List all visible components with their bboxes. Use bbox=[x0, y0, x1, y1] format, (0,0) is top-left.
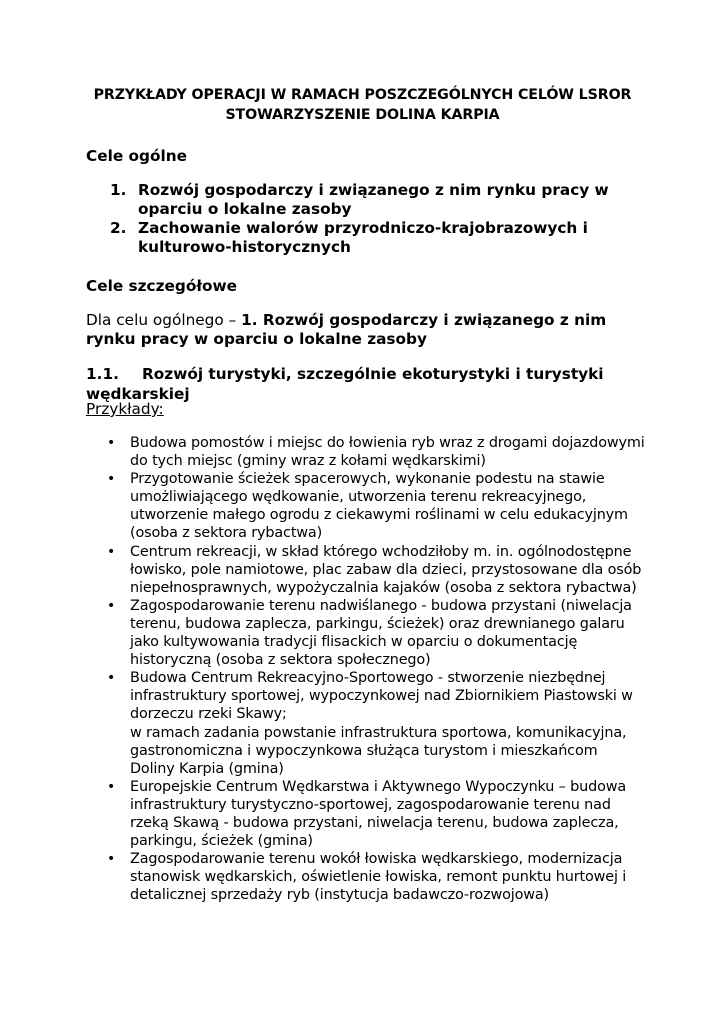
document-title bbox=[60, 85, 665, 125]
example-text: Centrum rekreacji, w skład którego wchodziłoby m. in. ogólnodostępne łowisko, pole namiotowe, plac zabaw dla dzieci, przystosowane dla osób niepełnosprawnych, wypożyczalnia kajaków (osoba z sektora rybactwa) bbox=[130, 543, 642, 596]
bullet-icon: • bbox=[107, 543, 116, 560]
example-item bbox=[105, 850, 645, 904]
example-text: Europejskie Centrum Wędkarstwa i Aktywnego Wypoczynku – budowa infrastruktury turystyczno-sportowej, zagospodarowanie terenu nad rzeką Skawą - budowa przystani, niwelacja terenu, budowa zaplecza, parkingu, ścieżek (gmina) bbox=[130, 778, 627, 850]
example-text: Przygotowanie ścieżek spacerowych, wykonanie podestu na stawie umożliwiającego wędkowanie, utworzenia terenu rekreacyjnego, utworzenie małego ogrodu z ciekawymi roślinami w celu edukacyjnym (osoba z sektora rybactwa) bbox=[130, 471, 628, 542]
bullet-icon: • bbox=[107, 670, 116, 687]
example-item bbox=[105, 543, 645, 597]
example-text: Zagospodarowanie terenu nadwiślanego - budowa przystani (niwelacja terenu, budowa zaplecza, parkingu, ścieżek) oraz drewnianego galaru jako kultywowania tradycji flisackich w oparciu o dokumentację historyczną (osoba z sektora społecznego) bbox=[130, 597, 632, 669]
general-goals-list bbox=[110, 181, 650, 257]
general-goal-item bbox=[110, 181, 650, 219]
examples-label: Przykłady: bbox=[86, 400, 164, 418]
general-goal-text: Zachowanie walorów przyrodniczo-krajobrazowych i kulturowo-historycznych bbox=[138, 219, 588, 256]
bullet-icon: • bbox=[107, 597, 116, 614]
general-goal-text: Rozwój gospodarczy i związanego z nim rynku pracy w oparciu o lokalne zasoby bbox=[138, 181, 609, 218]
example-text: Budowa pomostów i miejsc do łowienia ryb wraz z drogami dojazdowymi do tych miejsc (gminy wraz z kołami wędkarskimi) bbox=[130, 435, 645, 470]
example-item bbox=[105, 470, 645, 542]
examples-list bbox=[105, 434, 645, 904]
bullet-icon: • bbox=[107, 471, 116, 488]
subgoal-heading bbox=[86, 364, 646, 404]
general-goal-item bbox=[110, 219, 650, 257]
example-item bbox=[105, 434, 645, 470]
example-item bbox=[105, 778, 645, 850]
specific-goals-heading: Cele szczegółowe bbox=[86, 277, 238, 295]
bullet-icon: • bbox=[107, 778, 116, 795]
bullet-icon: • bbox=[107, 851, 116, 868]
general-goal-number: 2. bbox=[110, 219, 127, 237]
example-text: Zagospodarowanie terenu wokół łowiska wędkarskiego, modernizacja stanowisk wędkarskich, oświetlenie łowiska, remont punktu hurtowej i detalicznej sprzedaży ryb (instytucja badawczo-rozwojowa) bbox=[130, 851, 627, 904]
example-text: Budowa Centrum Rekreacyjno-Sportowego - stworzenie niezbędnej infrastruktury sportowej, wypoczynkowej nad Zbiornikiem Piastowski w dorzeczu rzeki Skawy; w ramach zadania powstanie infrastruktura sportowa, komunikacyjna, gastronomiczna i wypoczynkowa służąca turystom i mieszkańcom Doliny Karpia (gmina) bbox=[130, 670, 633, 777]
specific-goals-intro bbox=[86, 311, 646, 349]
subgoal-number: 1.1. bbox=[86, 365, 119, 383]
general-goal-number: 1. bbox=[110, 181, 127, 199]
subgoal-title: Rozwój turystyki, szczególnie ekoturystyki i turystyki wędkarskiej bbox=[86, 365, 604, 403]
example-item bbox=[105, 669, 645, 778]
example-item bbox=[105, 597, 645, 669]
bullet-icon: • bbox=[107, 435, 116, 451]
document-title-line-2: STOWARZYSZENIE DOLINA KARPIA bbox=[225, 107, 500, 123]
intro-goal-reference: 1. Rozwój gospodarczy i związanego z nim rynku pracy w oparciu o lokalne zasoby bbox=[86, 311, 607, 348]
general-goals-heading: Cele ogólne bbox=[86, 147, 188, 165]
document-title-line-1: PRZYKŁADY OPERACJI W RAMACH POSZCZEGÓLNYCH CELÓW LSROR bbox=[93, 87, 632, 103]
intro-prefix: Dla celu ogólnego – bbox=[86, 311, 242, 329]
